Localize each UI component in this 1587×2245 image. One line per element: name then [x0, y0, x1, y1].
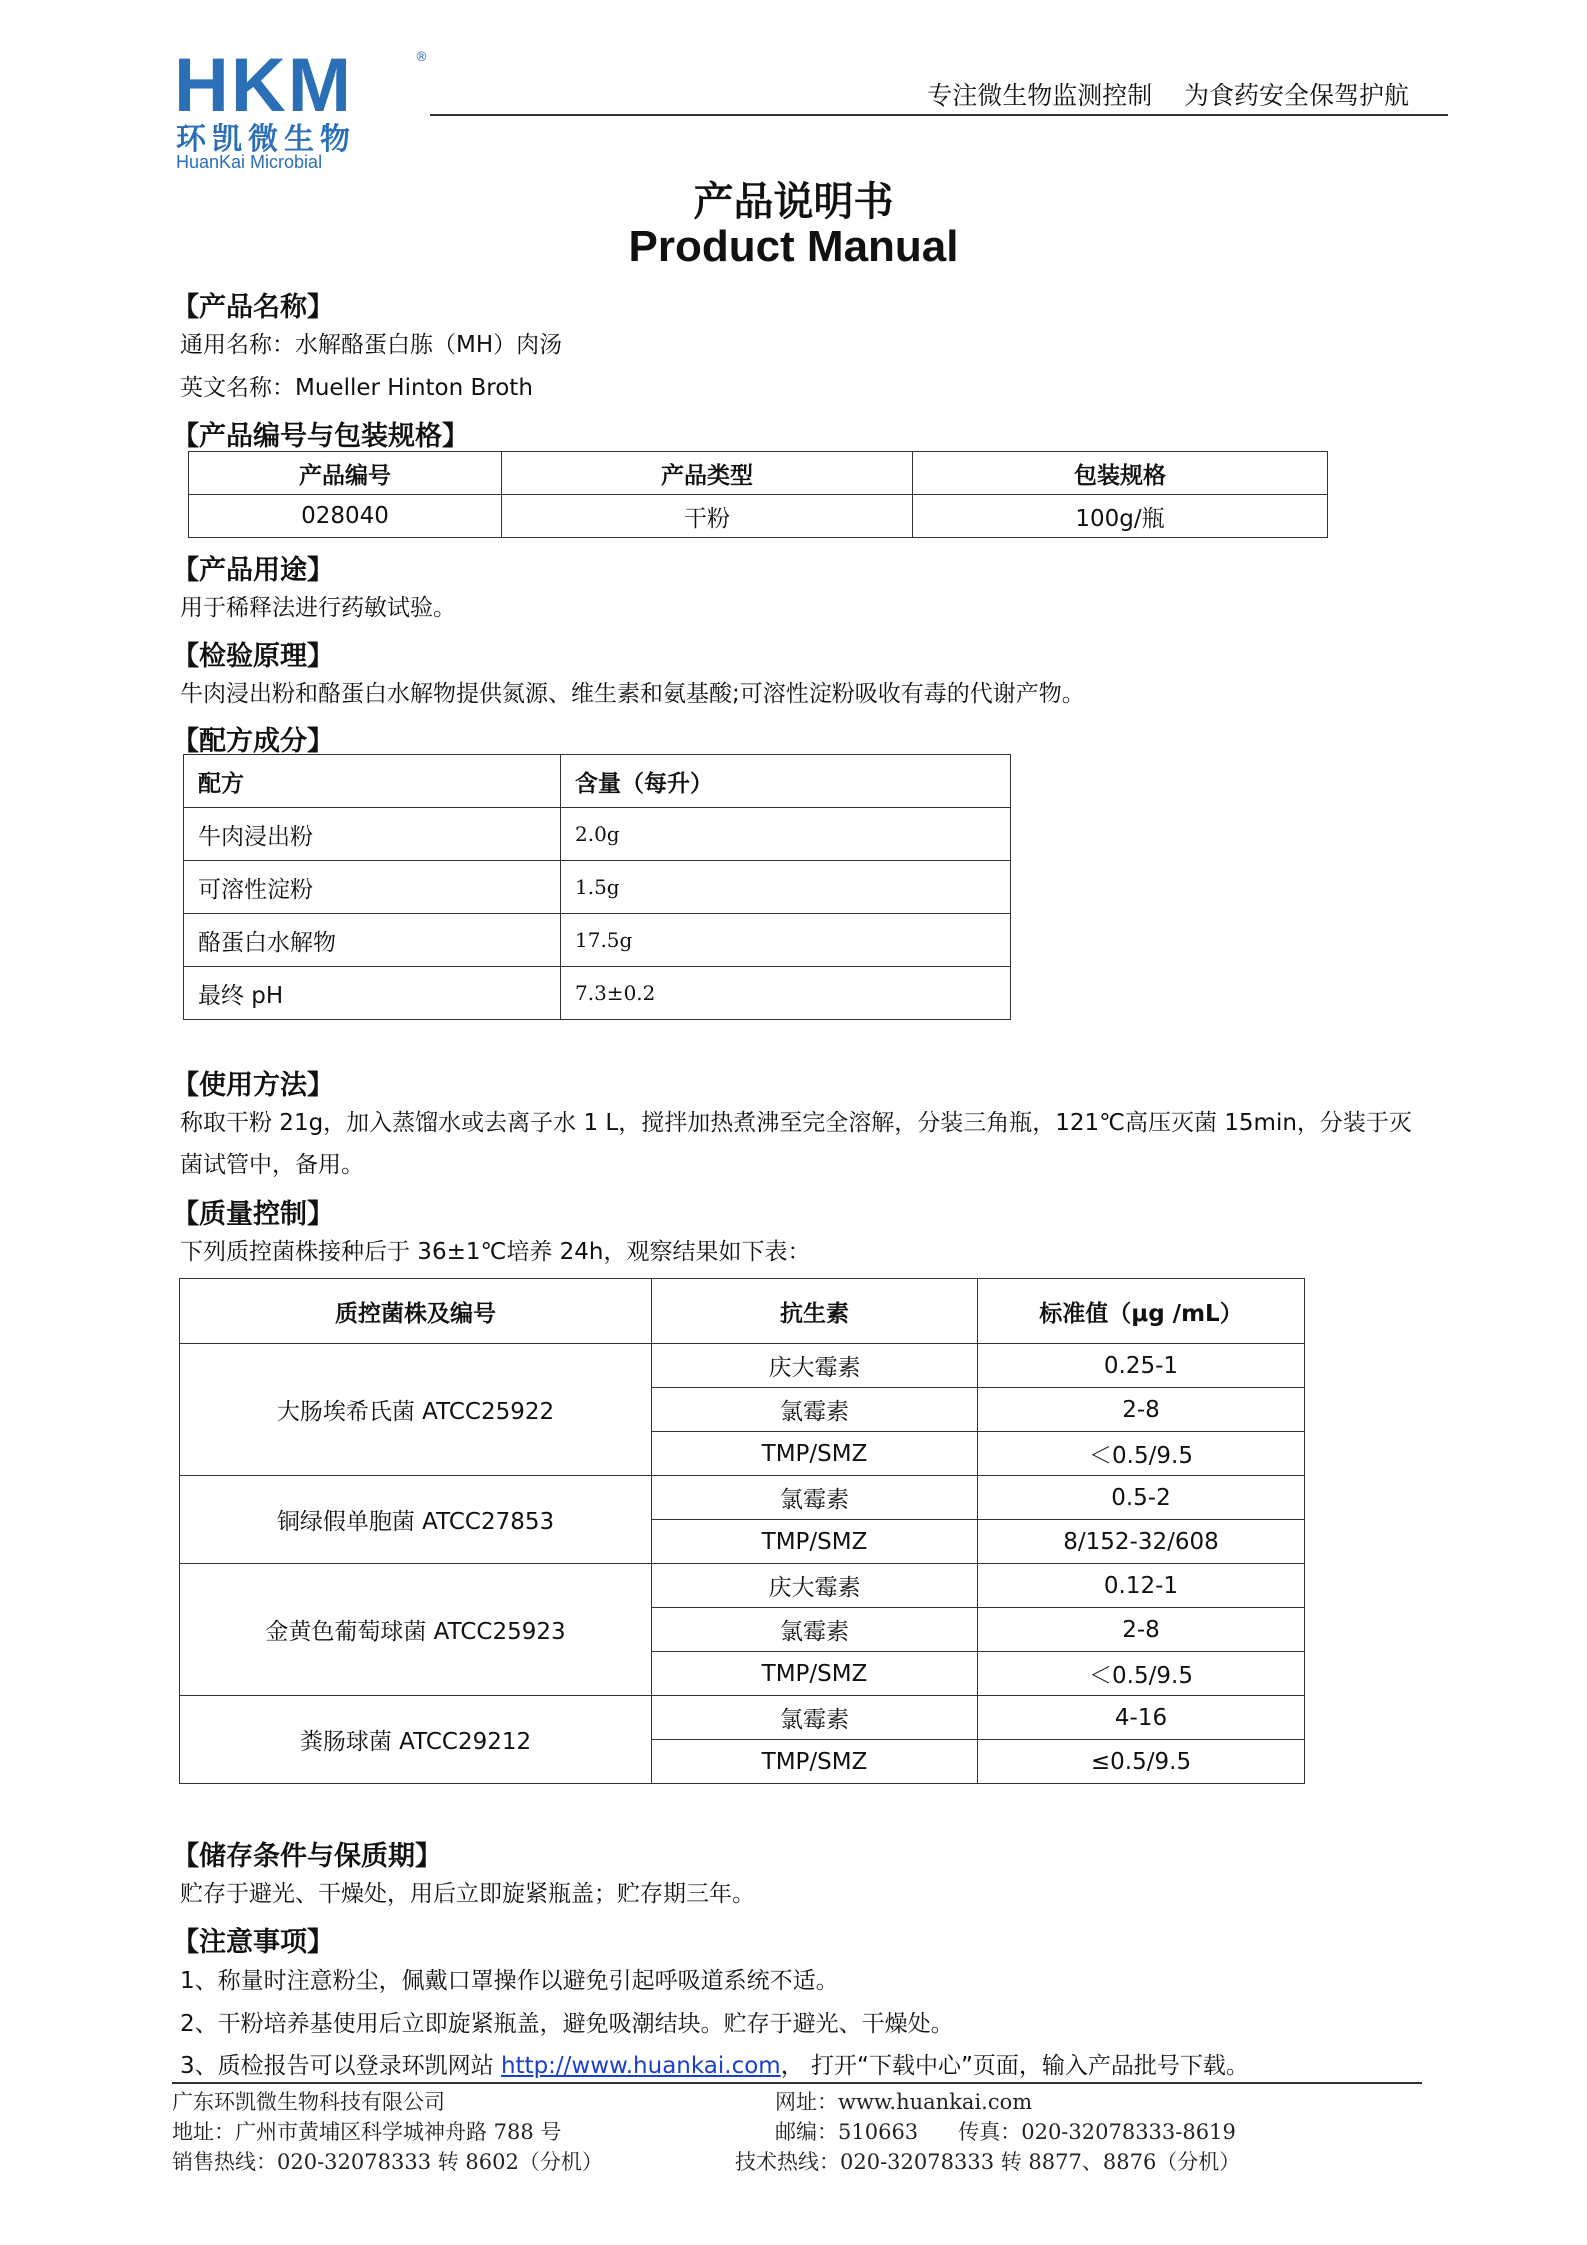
value-cell: 4-16 — [978, 1696, 1305, 1740]
value-cell: 0.5-2 — [978, 1476, 1305, 1520]
table-cell: 028040 — [189, 495, 502, 538]
header-slogan: 专注微生物监测控制 为食药安全保驾护航 — [927, 81, 1409, 110]
table-header-cell: 含量（每升） — [561, 755, 1011, 808]
footer-postcode-fax: 邮编：510663 传真：020-32078333-8619 — [775, 2120, 1236, 2144]
table-row — [189, 495, 1328, 538]
strain-cell: 金黄色葡萄球菌 ATCC25923 — [180, 1564, 652, 1696]
qc-table — [179, 1278, 1305, 1784]
value-cell: 0.12-1 — [978, 1564, 1305, 1608]
antibiotic-cell: TMP/SMZ — [652, 1432, 978, 1476]
table-row — [180, 1564, 1305, 1608]
value-cell: 2-8 — [978, 1608, 1305, 1652]
document-title-cn: 产品说明书 — [693, 179, 894, 225]
antibiotic-cell: TMP/SMZ — [652, 1520, 978, 1564]
section-heading-storage: 【储存条件与保质期】 — [172, 1841, 442, 1872]
antibiotic-cell: TMP/SMZ — [652, 1652, 978, 1696]
section-heading-use: 【产品用途】 — [172, 555, 334, 586]
strain-cell: 铜绿假单胞菌 ATCC27853 — [180, 1476, 652, 1564]
table-cell: 最终 pH — [184, 967, 561, 1020]
note-3-prefix: 3、质检报告可以登录环凯网站 — [180, 2053, 501, 2079]
english-name: 英文名称：Mueller Hinton Broth — [180, 375, 533, 401]
logo-mark: HKM — [174, 43, 354, 128]
antibiotic-cell: 氯霉素 — [652, 1388, 978, 1432]
table-header-row — [189, 452, 1328, 495]
strain-cell: 大肠埃希氏菌 ATCC25922 — [180, 1344, 652, 1476]
logo-chinese-name: 环凯微生物 — [176, 122, 356, 157]
note-3 — [180, 2055, 1249, 2078]
qc-intro: 下列质控菌株接种后于 36±1℃培养 24h，观察结果如下表： — [180, 1239, 811, 1265]
antibiotic-cell: 氯霉素 — [652, 1608, 978, 1652]
table-row — [184, 967, 1011, 1020]
use-text: 用于稀释法进行药敏试验。 — [180, 595, 456, 621]
table-cell: 100g/瓶 — [913, 495, 1328, 538]
antibiotic-cell: TMP/SMZ — [652, 1740, 978, 1784]
value-cell: 0.25-1 — [978, 1344, 1305, 1388]
section-heading-principle: 【检验原理】 — [172, 641, 334, 672]
antibiotic-cell: 庆大霉素 — [652, 1564, 978, 1608]
website-link[interactable]: http://www.huankai.com — [500, 2053, 781, 2079]
table-cell: 2.0g — [561, 808, 1011, 861]
formula-table — [183, 754, 1011, 1020]
table-row — [180, 1696, 1305, 1740]
note-2: 2、干粉培养基使用后立即旋紧瓶盖，避免吸潮结块。贮存于避光、干燥处。 — [180, 2011, 954, 2037]
table-row — [184, 914, 1011, 967]
table-cell: 可溶性淀粉 — [184, 861, 561, 914]
antibiotic-cell: 氯霉素 — [652, 1476, 978, 1520]
header-divider — [430, 114, 1448, 116]
section-heading-notes: 【注意事项】 — [172, 1927, 334, 1958]
section-heading-name: 【产品名称】 — [172, 292, 334, 323]
table-cell: 酪蛋白水解物 — [184, 914, 561, 967]
table-header-cell: 抗生素 — [652, 1279, 978, 1344]
section-heading-formula: 【配方成分】 — [172, 726, 334, 757]
principle-text: 牛肉浸出粉和酪蛋白水解物提供氮源、维生素和氨基酸;可溶性淀粉吸收有毒的代谢产物。 — [180, 681, 1085, 707]
table-row — [184, 808, 1011, 861]
section-heading-spec: 【产品编号与包装规格】 — [172, 421, 469, 452]
antibiotic-cell: 庆大霉素 — [652, 1344, 978, 1388]
footer-tech-hotline: 技术热线：020-32078333 转 8877、8876（分机） — [735, 2150, 1241, 2174]
table-header-cell: 包装规格 — [913, 452, 1328, 495]
footer-company: 广东环凯微生物科技有限公司 — [172, 2090, 445, 2114]
note-1: 1、称量时注意粉尘，佩戴口罩操作以避免引起呼吸道系统不适。 — [180, 1968, 839, 1994]
section-heading-method: 【使用方法】 — [172, 1070, 334, 1101]
table-row — [184, 861, 1011, 914]
table-cell: 干粉 — [502, 495, 913, 538]
method-line-1: 称取干粉 21g，加入蒸馏水或去离子水 1 L，搅拌加热煮沸至完全溶解，分装三角瓶，121℃高压灭菌 15min，分装于灭 — [180, 1110, 1412, 1136]
table-cell: 7.3±0.2 — [561, 967, 1011, 1020]
note-3-suffix: ， 打开“下载中心”页面，输入产品批号下载。 — [780, 2053, 1249, 2079]
spec-table — [188, 451, 1328, 538]
section-heading-qc: 【质量控制】 — [172, 1199, 334, 1230]
table-header-cell: 标准值（μg /mL） — [978, 1279, 1305, 1344]
table-cell: 17.5g — [561, 914, 1011, 967]
value-cell: ＜0.5/9.5 — [978, 1652, 1305, 1696]
table-row — [180, 1344, 1305, 1388]
document-title-en: Product Manual — [628, 222, 959, 271]
table-cell: 1.5g — [561, 861, 1011, 914]
company-logo — [170, 43, 430, 172]
table-header-cell: 产品编号 — [189, 452, 502, 495]
strain-cell: 粪肠球菌 ATCC29212 — [180, 1696, 652, 1784]
antibiotic-cell: 氯霉素 — [652, 1696, 978, 1740]
value-cell: 8/152-32/608 — [978, 1520, 1305, 1564]
table-header-cell: 配方 — [184, 755, 561, 808]
value-cell: ≤0.5/9.5 — [978, 1740, 1305, 1784]
footer-divider — [172, 2082, 1422, 2084]
footer-sales-hotline: 销售热线：020-32078333 转 8602（分机） — [172, 2150, 603, 2174]
footer-address: 地址：广州市黄埔区科学城神舟路 788 号 — [172, 2120, 562, 2144]
value-cell: 2-8 — [978, 1388, 1305, 1432]
table-header-cell: 质控菌株及编号 — [180, 1279, 652, 1344]
storage-text: 贮存于避光、干燥处，用后立即旋紧瓶盖；贮存期三年。 — [180, 1881, 755, 1907]
registered-mark: ® — [415, 50, 428, 65]
table-header-cell: 产品类型 — [502, 452, 913, 495]
table-row — [180, 1476, 1305, 1520]
method-line-2: 菌试管中，备用。 — [180, 1152, 364, 1178]
table-header-row — [180, 1279, 1305, 1344]
common-name: 通用名称：水解酪蛋白胨（MH）肉汤 — [180, 332, 563, 358]
table-header-row — [184, 755, 1011, 808]
table-cell: 牛肉浸出粉 — [184, 808, 561, 861]
footer-website: 网址：www.huankai.com — [775, 2090, 1033, 2114]
logo-english-name: HuanKai Microbial — [176, 152, 323, 172]
value-cell: ＜0.5/9.5 — [978, 1432, 1305, 1476]
